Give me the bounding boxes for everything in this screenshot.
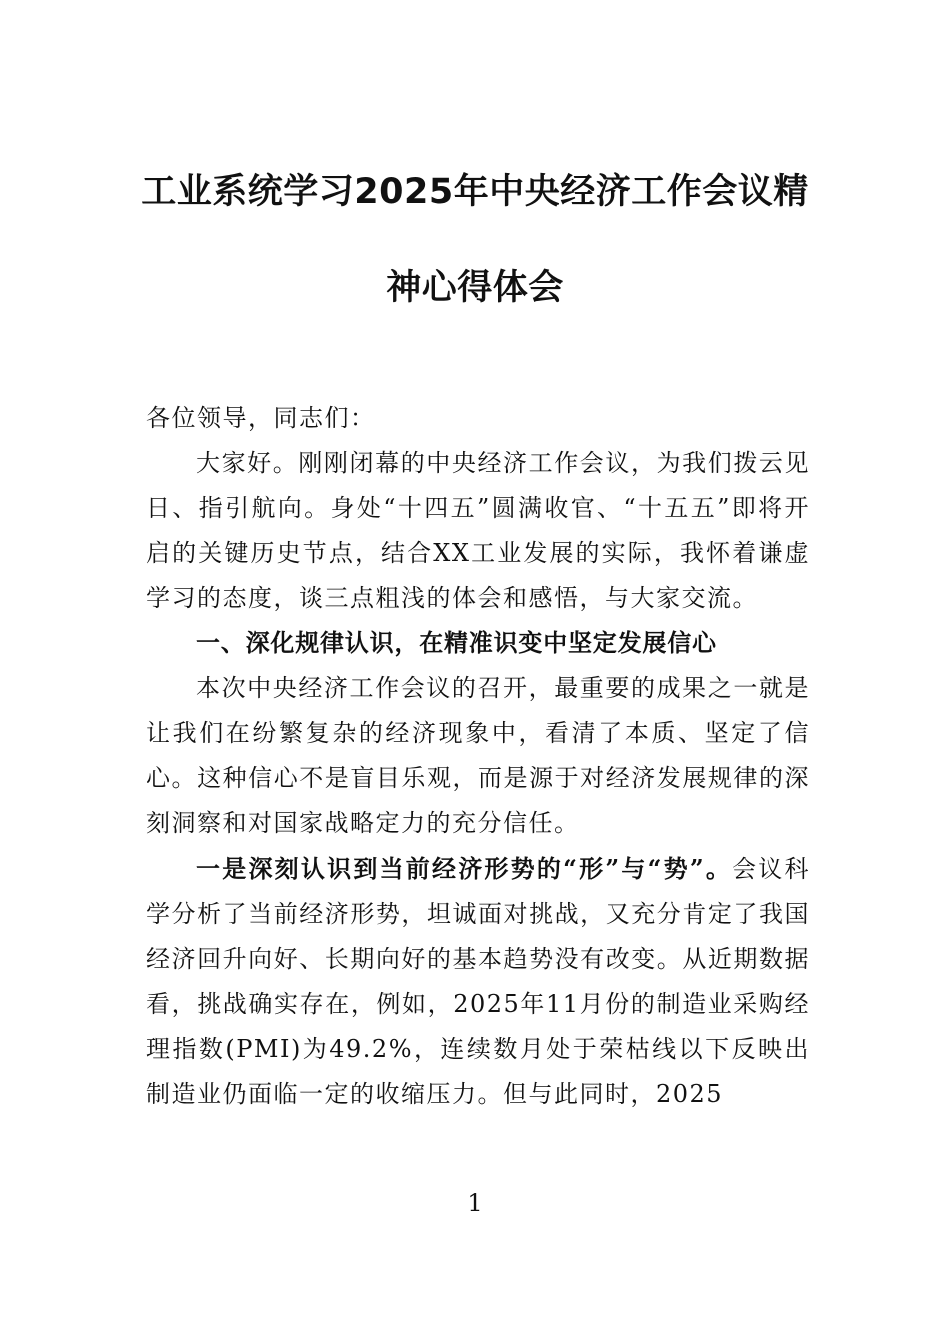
title-line-1: 工业系统学习2025年中央经济工作会议精 [141,172,809,212]
paragraph-section-1: 本次中央经济工作会议的召开，最重要的成果之一就是让我们在纷繁复杂的经济现象中，看清了本质、坚定了信心。这种信心不是盲目乐观，而是源于对经济发展规律的深刻洞察和对国家战略定力的充分信任。 [146,674,810,837]
document-body [146,396,810,1117]
point-1-lead: 一是深刻认识到当前经济形势的“形”与“势”。 [196,854,733,883]
section-heading-1: 一、深化规律认识，在精准识变中坚定发展信心 [196,629,717,657]
paragraph-intro: 大家好。刚刚闭幕的中央经济工作会议，为我们拨云见日、指引航向。身处“十四五”圆满收官、“十五五”即将开启的关键历史节点，结合XX工业发展的实际，我怀着谦虚学习的态度，谈三点粗浅的体会和感悟，与大家交流。 [146,449,810,612]
point-1-text: 会议科学分析了当前经济形势，坦诚面对挑战，又充分肯定了我国经济回升向好、长期向好的基本趋势没有改变。从近期数据看，挑战确实存在，例如，2025年11月份的制造业采购经理指数(PMI)为49.2%，连续数月处于荣枯线以下反映出制造业仍面临一定的收缩压力。但与此同时，2025 [146,855,811,1108]
title-line-2: 神心得体会 [386,268,564,308]
paragraph-point-1 [146,846,810,1117]
page-number: 1 [467,1189,483,1217]
salutation: 各位领导，同志们： [146,404,376,432]
